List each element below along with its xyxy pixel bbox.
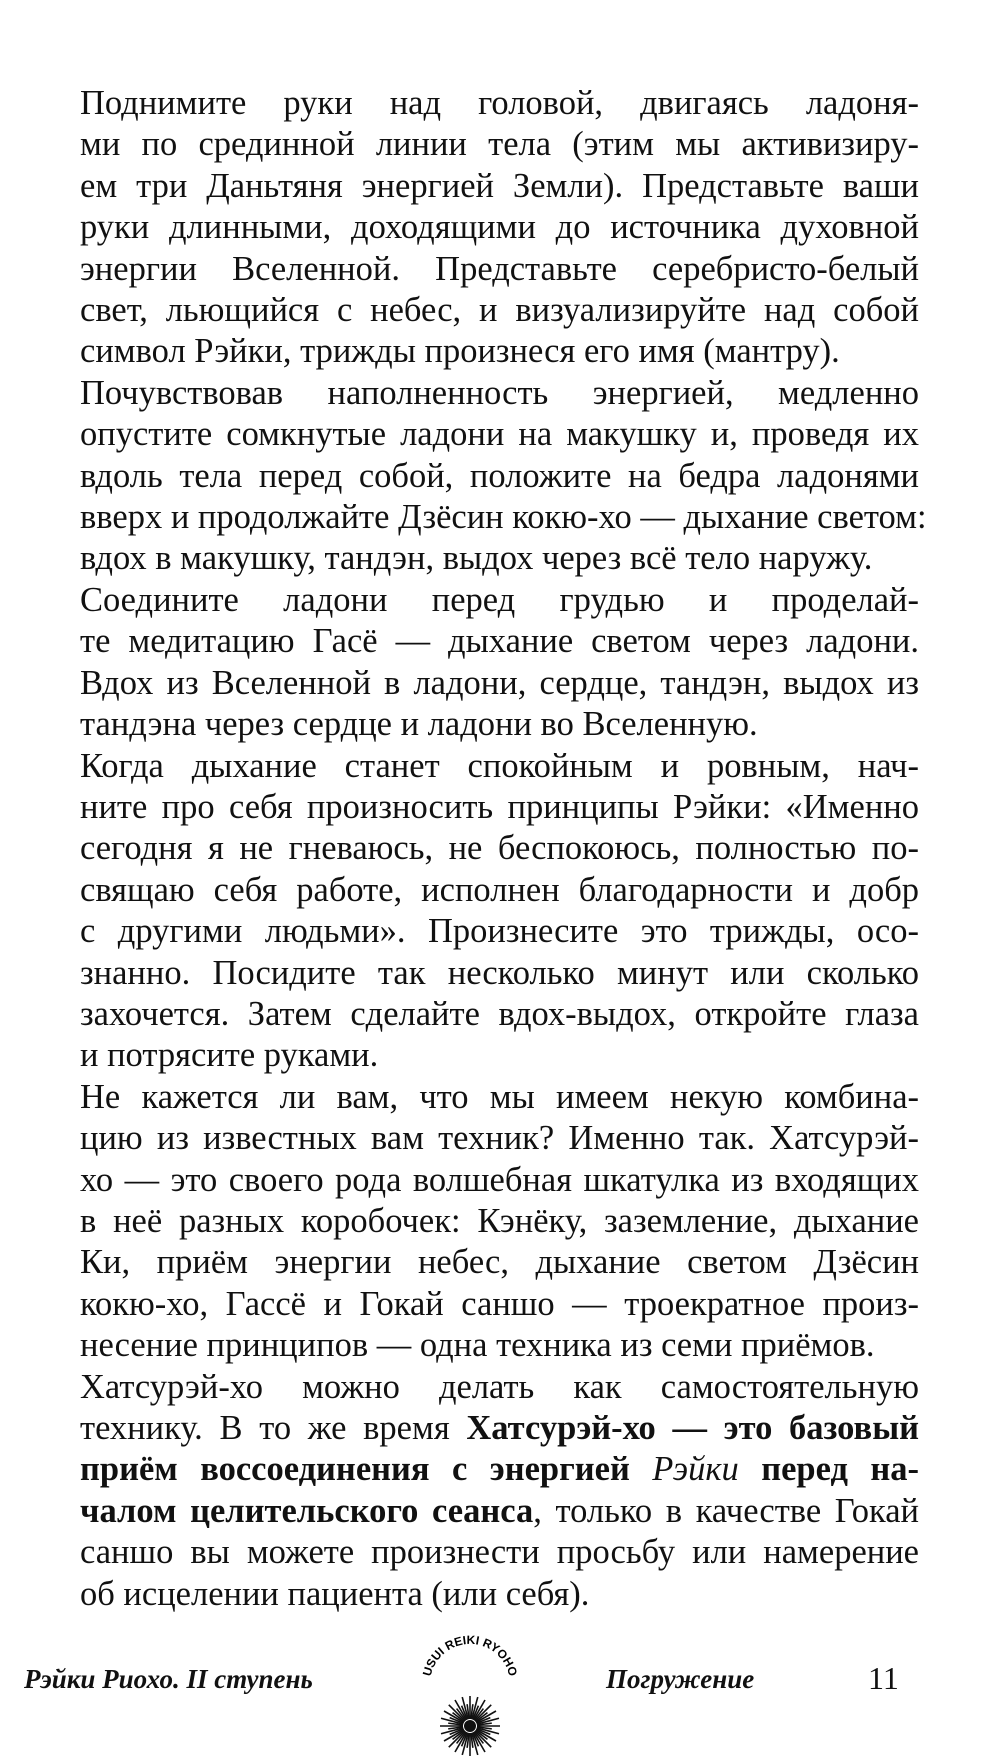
text-line: саншо вы можете произнести просьбу или намерение xyxy=(80,1533,919,1572)
text-line: Когда дыхание станет спокойным и ровным, нач- xyxy=(80,746,919,785)
text-line: Соедините ладони перед грудью и проделай- xyxy=(80,580,919,619)
paragraph-6 xyxy=(24,1367,919,1615)
text-line: Хатсурэй-хо можно делать как самостоятельную xyxy=(80,1367,919,1406)
paragraph-1 xyxy=(24,83,919,373)
text-line: ем три Даньтяня энергией Земли). Представьте ваши xyxy=(80,166,919,205)
paragraph-3 xyxy=(24,580,919,746)
bold-run: Хатсурэй-хо — это базовый xyxy=(466,1409,920,1447)
text-line: свящаю себя работе, исполнен благодарности и добр xyxy=(80,870,919,909)
chapter-title: Погружение xyxy=(606,1664,755,1694)
text-line: цию из известных вам техник? Именно так. Хатсурэй- xyxy=(80,1119,919,1158)
bold-run: приём воссоединения с энергией xyxy=(80,1450,653,1489)
text-line: свет, льющийся с небес, и визуализируйте над собой xyxy=(80,291,919,330)
page-footer xyxy=(0,1634,1000,1764)
book-title: Рэйки Риохо. II ступень xyxy=(24,1664,313,1694)
text-line: Поднимите руки над головой, двигаясь ладоня- xyxy=(80,84,919,122)
text-line: Не кажется ли вам, что мы имеем некую комбина- xyxy=(80,1077,919,1116)
text-line: в неё разных коробочек: Кэнёку, заземление, дыхание xyxy=(80,1201,919,1240)
text-line: руки длинными, доходящими до источника духовной xyxy=(80,208,919,247)
emblem-text: USUI REIKI RYOHO xyxy=(419,1634,521,1678)
text-line: знанно. Посидите так несколько минут или сколько xyxy=(80,953,919,992)
bold-run: перед на- xyxy=(738,1450,919,1489)
text-line-mixed xyxy=(24,1491,919,1532)
text-line: те медитацию Гасё — дыхание светом через ладони. xyxy=(80,622,919,661)
paragraph-2 xyxy=(24,373,927,580)
text-line: сегодня я не гневаюсь, не беспокоюсь, полностью по- xyxy=(80,829,919,868)
body-text xyxy=(24,83,927,1615)
bold-run: чалом целительского сеанса xyxy=(80,1491,534,1530)
italic-run: Рэйки xyxy=(652,1450,739,1489)
text-line: Почувствовав наполненность энергией, медленно xyxy=(80,373,919,412)
text-line: вдоль тела перед собой, положите на бедра ладонями xyxy=(80,456,919,495)
text-line: об исцелении пациента (или себя). xyxy=(80,1574,590,1613)
reiki-sun-emblem xyxy=(400,1634,540,1759)
text-line-mixed xyxy=(24,1408,919,1449)
paragraph-4 xyxy=(24,746,919,1077)
text-run: технику. В то же время xyxy=(80,1409,467,1447)
text-line: опустите сомкнутые ладони на макушку и, проведя их xyxy=(80,415,919,454)
text-line: и потрясите руками. xyxy=(80,1036,379,1075)
text-line: несение принципов — одна техника из семи приёмов. xyxy=(80,1326,875,1365)
paragraph-5 xyxy=(24,1077,919,1367)
page-number: 11 xyxy=(868,1660,899,1696)
text-run: , только в качестве Гокай xyxy=(533,1491,919,1530)
text-line: Ки, приём энергии небес, дыхание светом Дзёсин xyxy=(80,1243,919,1282)
sun-core xyxy=(464,1720,476,1732)
text-line: хо — это своего рода волшебная шкатулка из входящих xyxy=(80,1160,919,1199)
text-line: вверх и продолжайте Дзёсин кокю-хо — дыхание светом: xyxy=(80,498,927,537)
text-line: энергии Вселенной. Представьте серебристо-белый xyxy=(80,249,919,288)
text-line: символ Рэйки, трижды произнеся его имя (мантру). xyxy=(80,332,840,371)
text-line-mixed xyxy=(24,1449,919,1490)
text-line: вдох в макушку, тандэн, выдох через всё тело наружу. xyxy=(80,539,873,578)
text-line: захочется. Затем сделайте вдох-выдох, откройте глаза xyxy=(80,994,919,1033)
text-line: кокю-хо, Гассё и Гокай саншо — троекратное произ- xyxy=(80,1284,919,1323)
text-line: ните про себя произносить принципы Рэйки: «Именно xyxy=(80,787,919,826)
text-line: ми по срединной линии тела (этим мы активизиру- xyxy=(80,125,919,164)
text-line: с другими людьми». Произнесите это трижды, осо- xyxy=(80,912,919,951)
text-line: тандэна через сердце и ладони во Вселенную. xyxy=(80,705,758,744)
text-line: Вдох из Вселенной в ладони, сердце, тандэн, выдох из xyxy=(80,663,919,702)
